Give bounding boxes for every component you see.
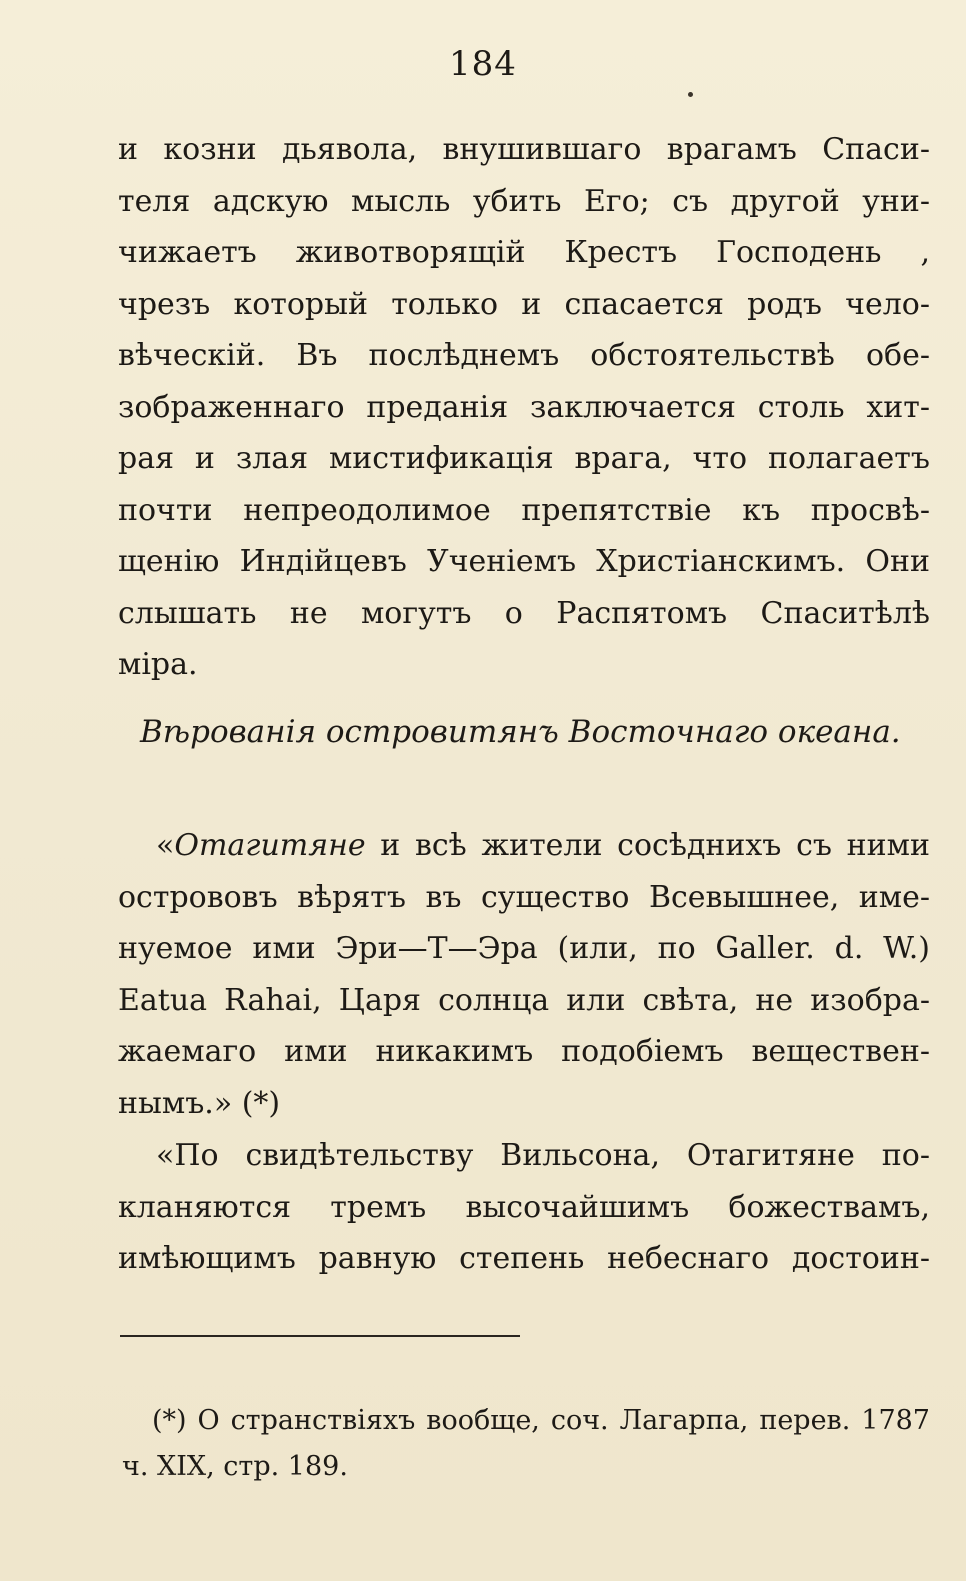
text-line: и козни дьявола, внушившаго врагамъ Спаси- bbox=[118, 132, 930, 167]
text-line: слышать не могутъ о Распятомъ Спаситѣлѣ bbox=[118, 595, 930, 631]
text-line: зображеннаго преданія заключается столь хит- bbox=[118, 389, 930, 425]
text-line: жаемаго ими никакимъ подобіемъ веществен- bbox=[118, 1034, 930, 1069]
text-line: нымъ.» (*) bbox=[118, 1085, 281, 1121]
paragraph-2 bbox=[118, 820, 930, 1129]
line-rest: и всѣ жители сосѣднихъ съ ними bbox=[365, 828, 930, 863]
text-line: Eatua Rahai, Царя солнца или свѣта, не изобра- bbox=[118, 982, 930, 1018]
italic-word: Отагитяне bbox=[174, 828, 366, 863]
footnote-line: (*) О странствіяхъ вообще, соч. Лагарпа, перев. 1787 bbox=[152, 1405, 930, 1436]
text-line: почти непреодолимое препятствіе къ просвѣ- bbox=[118, 492, 930, 528]
page-number: 184 bbox=[449, 44, 517, 84]
text-line: чрезъ который только и спасается родъ чело- bbox=[118, 286, 930, 322]
footnote-divider bbox=[120, 1335, 520, 1337]
text-line bbox=[118, 820, 930, 872]
footnote-line: ч. XIX, стр. 189. bbox=[122, 1451, 348, 1482]
open-quote: « bbox=[156, 828, 175, 863]
paragraph-1 bbox=[118, 124, 930, 691]
text-line: рая и злая мистификація врага, что полагаетъ bbox=[118, 441, 930, 476]
footnote bbox=[122, 1398, 930, 1490]
text-line: имѣющимъ равную степень небеснаго достоин- bbox=[118, 1241, 930, 1276]
text-line: вѣческій. Въ послѣднемъ обстоятельствѣ обе- bbox=[118, 338, 930, 373]
text-line: міра. bbox=[118, 647, 198, 682]
text-line: кланяются тремъ высочайшимъ божествамъ, bbox=[118, 1189, 930, 1225]
text-line: нуемое ими Эри—Т—Эра (или, по Galler. d. W.) bbox=[118, 931, 930, 966]
text-line: острововъ вѣрятъ въ существо Всевышнее, име- bbox=[118, 879, 930, 915]
section-heading: Вѣрованія островитянъ Восточнаго океана. bbox=[140, 714, 901, 750]
text-line: теля адскую мысль убить Его; съ другой уни- bbox=[118, 183, 930, 219]
ink-dot bbox=[688, 92, 693, 97]
text-line: чижаетъ животворящій Крестъ Господень , bbox=[118, 235, 930, 270]
text-line: щенію Индійцевъ Ученіемъ Христіанскимъ. Они bbox=[118, 544, 930, 579]
paragraph-3 bbox=[118, 1130, 930, 1285]
text-line: «По свидѣтельству Вильсона, Отагитяне по- bbox=[156, 1138, 930, 1173]
